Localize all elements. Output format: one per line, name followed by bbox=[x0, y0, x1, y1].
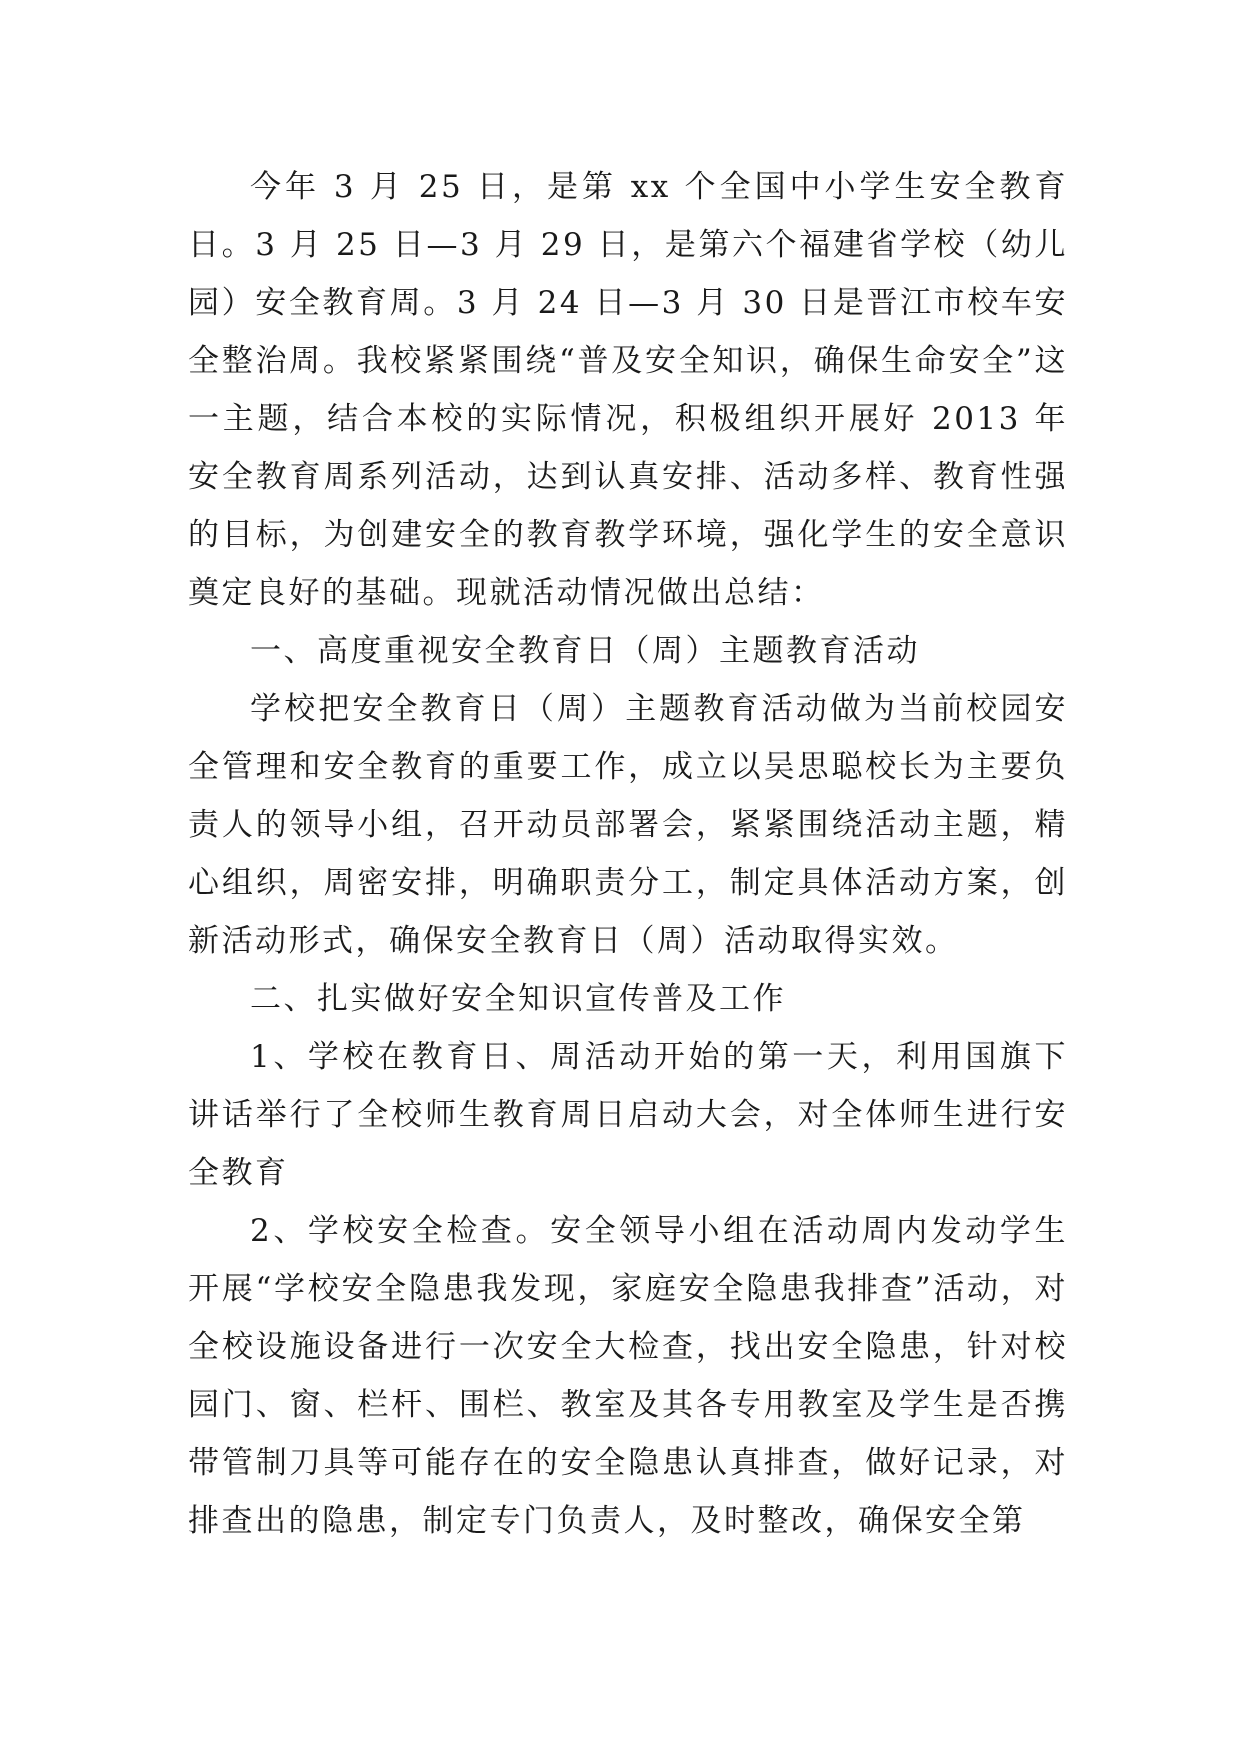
paragraph-item-2: 2、学校安全检查。安全领导小组在活动周内发动学生开展“学校安全隐患我发现，家庭安全隐患我排查”活动，对全校设施设备进行一次安全大检查，找出安全隐患，针对校园门、窗、栏杆、围栏、教室及其各专用教室及学生是否携带管制刀具等可能存在的安全隐患认真排查，做好记录，对排查出的隐患，制定专门负责人，及时整改，确保安全第 bbox=[188, 1213, 1068, 1539]
section-heading-1: 一、高度重视安全教育日（周）主题教育活动 bbox=[250, 633, 920, 669]
document-body bbox=[188, 158, 1068, 1550]
paragraph-item-1: 1、学校在教育日、周活动开始的第一天，利用国旗下讲话举行了全校师生教育周日启动大会，对全体师生进行安全教育 bbox=[188, 1039, 1068, 1191]
paragraph-intro: 今年 3 月 25 日，是第 xx 个全国中小学生安全教育日。3 月 25 日—3 月 29 日，是第六个福建省学校（幼儿园）安全教育周。3 月 24 日—3 月 30 日是晋江市校车安全整治周。我校紧紧围绕“普及安全知识，确保生命安全”这一主题，结合本校的实际情况，积极组织开展好 2013 年安全教育周系列活动，达到认真安排、活动多样、教育性强的目标，为创建安全的教育教学环境，强化学生的安全意识奠定良好的基础。现就活动情况做出总结： bbox=[188, 169, 1068, 611]
paragraph-section-1: 学校把安全教育日（周）主题教育活动做为当前校园安全管理和安全教育的重要工作，成立以吴思聪校长为主要负责人的领导小组，召开动员部署会，紧紧围绕活动主题，精心组织，周密安排，明确职责分工，制定具体活动方案，创新活动形式，确保安全教育日（周）活动取得实效。 bbox=[188, 691, 1068, 959]
section-heading-2: 二、扎实做好安全知识宣传普及工作 bbox=[250, 981, 786, 1017]
